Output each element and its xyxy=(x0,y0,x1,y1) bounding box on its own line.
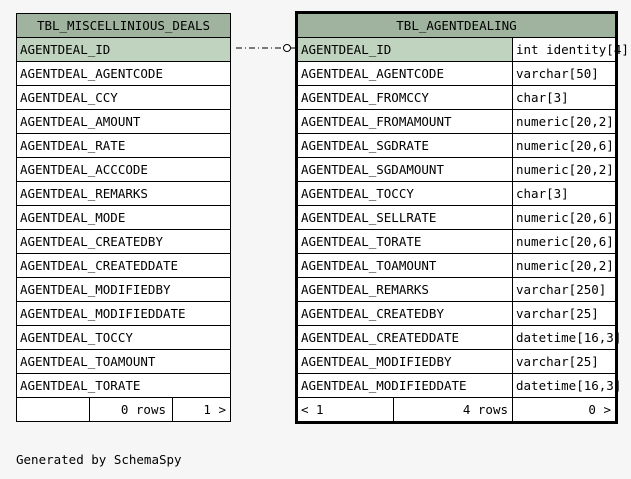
table-row[interactable] xyxy=(298,62,615,86)
footer-parents[interactable]: < 1 xyxy=(298,398,394,421)
table-row[interactable] xyxy=(17,254,230,278)
table-tbl-agentdealing[interactable] xyxy=(295,11,629,424)
table-row[interactable] xyxy=(17,134,230,158)
column-name[interactable]: AGENTDEAL_MODE xyxy=(20,210,126,225)
column-type: varchar[25] xyxy=(516,306,599,321)
column-name[interactable]: AGENTDEAL_ACCCODE xyxy=(20,162,148,177)
table-row[interactable] xyxy=(17,206,230,230)
table-row[interactable] xyxy=(17,350,230,374)
column-name[interactable]: AGENTDEAL_TOAMOUNT xyxy=(20,354,156,369)
column-name[interactable]: AGENTDEAL_CREATEDDATE xyxy=(298,326,513,349)
column-name[interactable]: AGENTDEAL_SELLRATE xyxy=(298,206,513,229)
column-type: datetime[16,3] xyxy=(516,378,622,393)
table-row[interactable] xyxy=(17,374,230,398)
column-name[interactable]: AGENTDEAL_REMARKS xyxy=(298,278,513,301)
column-name[interactable]: AGENTDEAL_ID xyxy=(17,38,230,61)
column-name[interactable]: AGENTDEAL_TORATE xyxy=(298,230,513,253)
generated-by-label: Generated by SchemaSpy xyxy=(16,452,182,467)
footer-children[interactable]: 0 > xyxy=(588,402,611,417)
table-row[interactable] xyxy=(17,158,230,182)
table-row[interactable] xyxy=(298,278,615,302)
column-type: numeric[20,2] xyxy=(516,162,614,177)
table-row[interactable] xyxy=(298,110,615,134)
column-type: varchar[250] xyxy=(516,282,607,297)
primary-key-row[interactable] xyxy=(298,38,629,62)
footer-row-count: 4 rows xyxy=(394,398,513,421)
table-row[interactable] xyxy=(17,230,230,254)
column-name[interactable]: AGENTDEAL_ID xyxy=(298,38,513,61)
column-name[interactable]: AGENTDEAL_FROMAMOUNT xyxy=(298,110,513,133)
table-title[interactable]: TBL_MISCELLINIOUS_DEALS xyxy=(17,14,230,38)
footer-children[interactable]: 1 > xyxy=(203,402,226,417)
column-name[interactable]: AGENTDEAL_MODIFIEDDATE xyxy=(20,306,186,321)
column-type: numeric[20,2] xyxy=(516,258,614,273)
table-row[interactable] xyxy=(298,302,615,326)
column-type: numeric[20,6] xyxy=(516,234,614,249)
table-row[interactable] xyxy=(17,326,230,350)
table-row[interactable] xyxy=(298,86,615,110)
table-row[interactable] xyxy=(298,326,622,350)
column-name[interactable]: AGENTDEAL_TORATE xyxy=(20,378,141,393)
table-footer xyxy=(298,398,615,421)
table-tbl-miscellinious-deals[interactable] xyxy=(16,13,231,422)
column-type: numeric[20,6] xyxy=(516,210,614,225)
table-row[interactable] xyxy=(17,110,230,134)
column-name[interactable]: AGENTDEAL_CCY xyxy=(20,90,118,105)
column-name[interactable]: AGENTDEAL_TOCCY xyxy=(20,330,133,345)
table-row[interactable] xyxy=(298,182,615,206)
table-row[interactable] xyxy=(298,158,615,182)
column-type: char[3] xyxy=(516,90,569,105)
table-row[interactable] xyxy=(17,62,230,86)
table-row[interactable] xyxy=(298,206,615,230)
column-type: varchar[25] xyxy=(516,354,599,369)
table-row[interactable] xyxy=(298,350,615,374)
table-row[interactable] xyxy=(298,254,615,278)
column-name[interactable]: AGENTDEAL_CREATEDBY xyxy=(298,302,513,325)
footer-row-count: 0 rows xyxy=(90,398,173,421)
column-name[interactable]: AGENTDEAL_SGDRATE xyxy=(298,134,513,157)
table-row[interactable] xyxy=(17,278,230,302)
column-name[interactable]: AGENTDEAL_SGDAMOUNT xyxy=(298,158,513,181)
column-name[interactable]: AGENTDEAL_FROMCCY xyxy=(298,86,513,109)
table-row[interactable] xyxy=(17,302,230,326)
column-name[interactable]: AGENTDEAL_AGENTCODE xyxy=(298,62,513,85)
column-name[interactable]: AGENTDEAL_RATE xyxy=(20,138,126,153)
table-row[interactable] xyxy=(17,86,230,110)
column-name[interactable]: AGENTDEAL_TOAMOUNT xyxy=(298,254,513,277)
table-title[interactable]: TBL_AGENTDEALING xyxy=(298,14,615,38)
table-row[interactable] xyxy=(298,134,615,158)
column-name[interactable]: AGENTDEAL_AMOUNT xyxy=(20,114,141,129)
column-name[interactable]: AGENTDEAL_CREATEDBY xyxy=(20,234,163,249)
primary-key-row[interactable] xyxy=(17,38,230,62)
table-footer xyxy=(17,398,230,421)
footer-parents[interactable] xyxy=(17,398,90,421)
column-type: datetime[16,3] xyxy=(516,330,622,345)
column-name[interactable]: AGENTDEAL_MODIFIEDBY xyxy=(298,350,513,373)
table-row[interactable] xyxy=(17,182,230,206)
column-name[interactable]: AGENTDEAL_CREATEDDATE xyxy=(20,258,179,273)
column-name[interactable]: AGENTDEAL_REMARKS xyxy=(20,186,148,201)
column-type: numeric[20,2] xyxy=(516,114,614,129)
column-name[interactable]: AGENTDEAL_AGENTCODE xyxy=(20,66,163,81)
column-name[interactable]: AGENTDEAL_MODIFIEDBY xyxy=(20,282,171,297)
column-type: int identity[4] xyxy=(516,42,629,57)
table-row[interactable] xyxy=(298,374,622,398)
column-name[interactable]: AGENTDEAL_TOCCY xyxy=(298,182,513,205)
table-row[interactable] xyxy=(298,230,615,254)
column-name[interactable]: AGENTDEAL_MODIFIEDDATE xyxy=(298,374,513,397)
column-type: numeric[20,6] xyxy=(516,138,614,153)
column-type: varchar[50] xyxy=(516,66,599,81)
relationship-optional-marker xyxy=(284,45,291,52)
column-type: char[3] xyxy=(516,186,569,201)
